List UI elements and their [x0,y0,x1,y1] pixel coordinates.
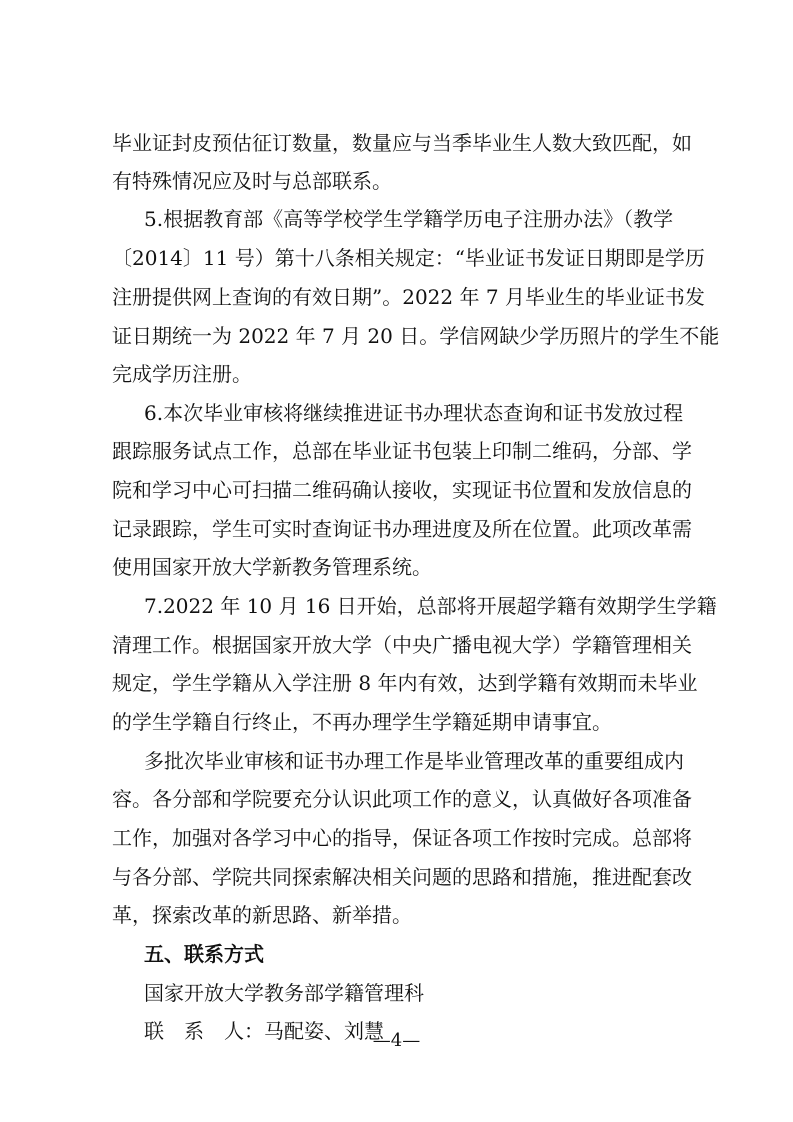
paragraph-6-line-4: 记录跟踪，学生可实时查询证书办理进度及所在位置。此项改革需 [112,517,692,541]
closing-paragraph-line-4: 与各分部、学院共同探索解决相关问题的思路和措施，推进配套改 [112,865,692,889]
paragraph-5-line-2: 〔2014〕11 号）第十八条相关规定：“毕业证书发证日期即是学历 [112,246,705,270]
paragraph-5-line-1: 5.根据教育部《高等学校学生学籍学历电子注册办法》（教学 [144,207,674,231]
paragraph-5-line-3: 注册提供网上查询的有效日期”。2022 年 7 月毕业生的毕业证书发 [112,285,705,309]
closing-paragraph-line-2: 容。各分部和学院要充分认识此项工作的意义，认真做好各项准备 [112,787,692,811]
paragraph-7-line-3: 规定，学生学籍从入学注册 8 年内有效，达到学籍有效期而未毕业 [112,671,698,695]
section-heading-contact: 五、联系方式 [144,942,264,966]
paragraph-6-line-5: 使用国家开放大学新教务管理系统。 [112,555,432,579]
contact-office: 国家开放大学教务部学籍管理科 [144,981,424,1005]
paragraph-6-line-3: 院和学习中心可扫描二维码确认接收，实现证书位置和发放信息的 [112,478,692,502]
paragraph-6-line-1: 6.本次毕业审核将继续推进证书办理状态查询和证书发放过程 [144,401,684,425]
paragraph-6-line-2: 跟踪服务试点工作，总部在毕业证书包装上印制二维码，分部、学 [112,439,692,463]
contact-person: 联 系 人：马配姿、刘慧 [144,1019,384,1043]
paragraph-7-line-4: 的学生学籍自行终止，不再办理学生学籍延期申请事宜。 [112,710,612,734]
body-line-1: 毕业证封皮预估征订数量，数量应与当季毕业生人数大致匹配，如 [112,131,692,155]
paragraph-7-line-1: 7.2022 年 10 月 16 日开始，总部将开展超学籍有效期学生学籍 [144,594,717,618]
page-number: —4— [372,1030,421,1051]
closing-paragraph-line-5: 革，探索改革的新思路、新举措。 [112,903,412,927]
body-line-2: 有特殊情况应及时与总部联系。 [112,169,392,193]
closing-paragraph-line-3: 工作，加强对各学习中心的指导，保证各项工作按时完成。总部将 [112,826,692,850]
paragraph-7-line-2: 清理工作。根据国家开放大学（中央广播电视大学）学籍管理相关 [112,633,692,657]
paragraph-5-line-5: 完成学历注册。 [112,362,252,386]
closing-paragraph-line-1: 多批次毕业审核和证书办理工作是毕业管理改革的重要组成内 [144,749,684,773]
paragraph-5-line-4: 证日期统一为 2022 年 7 月 20 日。学信网缺少学历照片的学生不能 [112,324,720,348]
